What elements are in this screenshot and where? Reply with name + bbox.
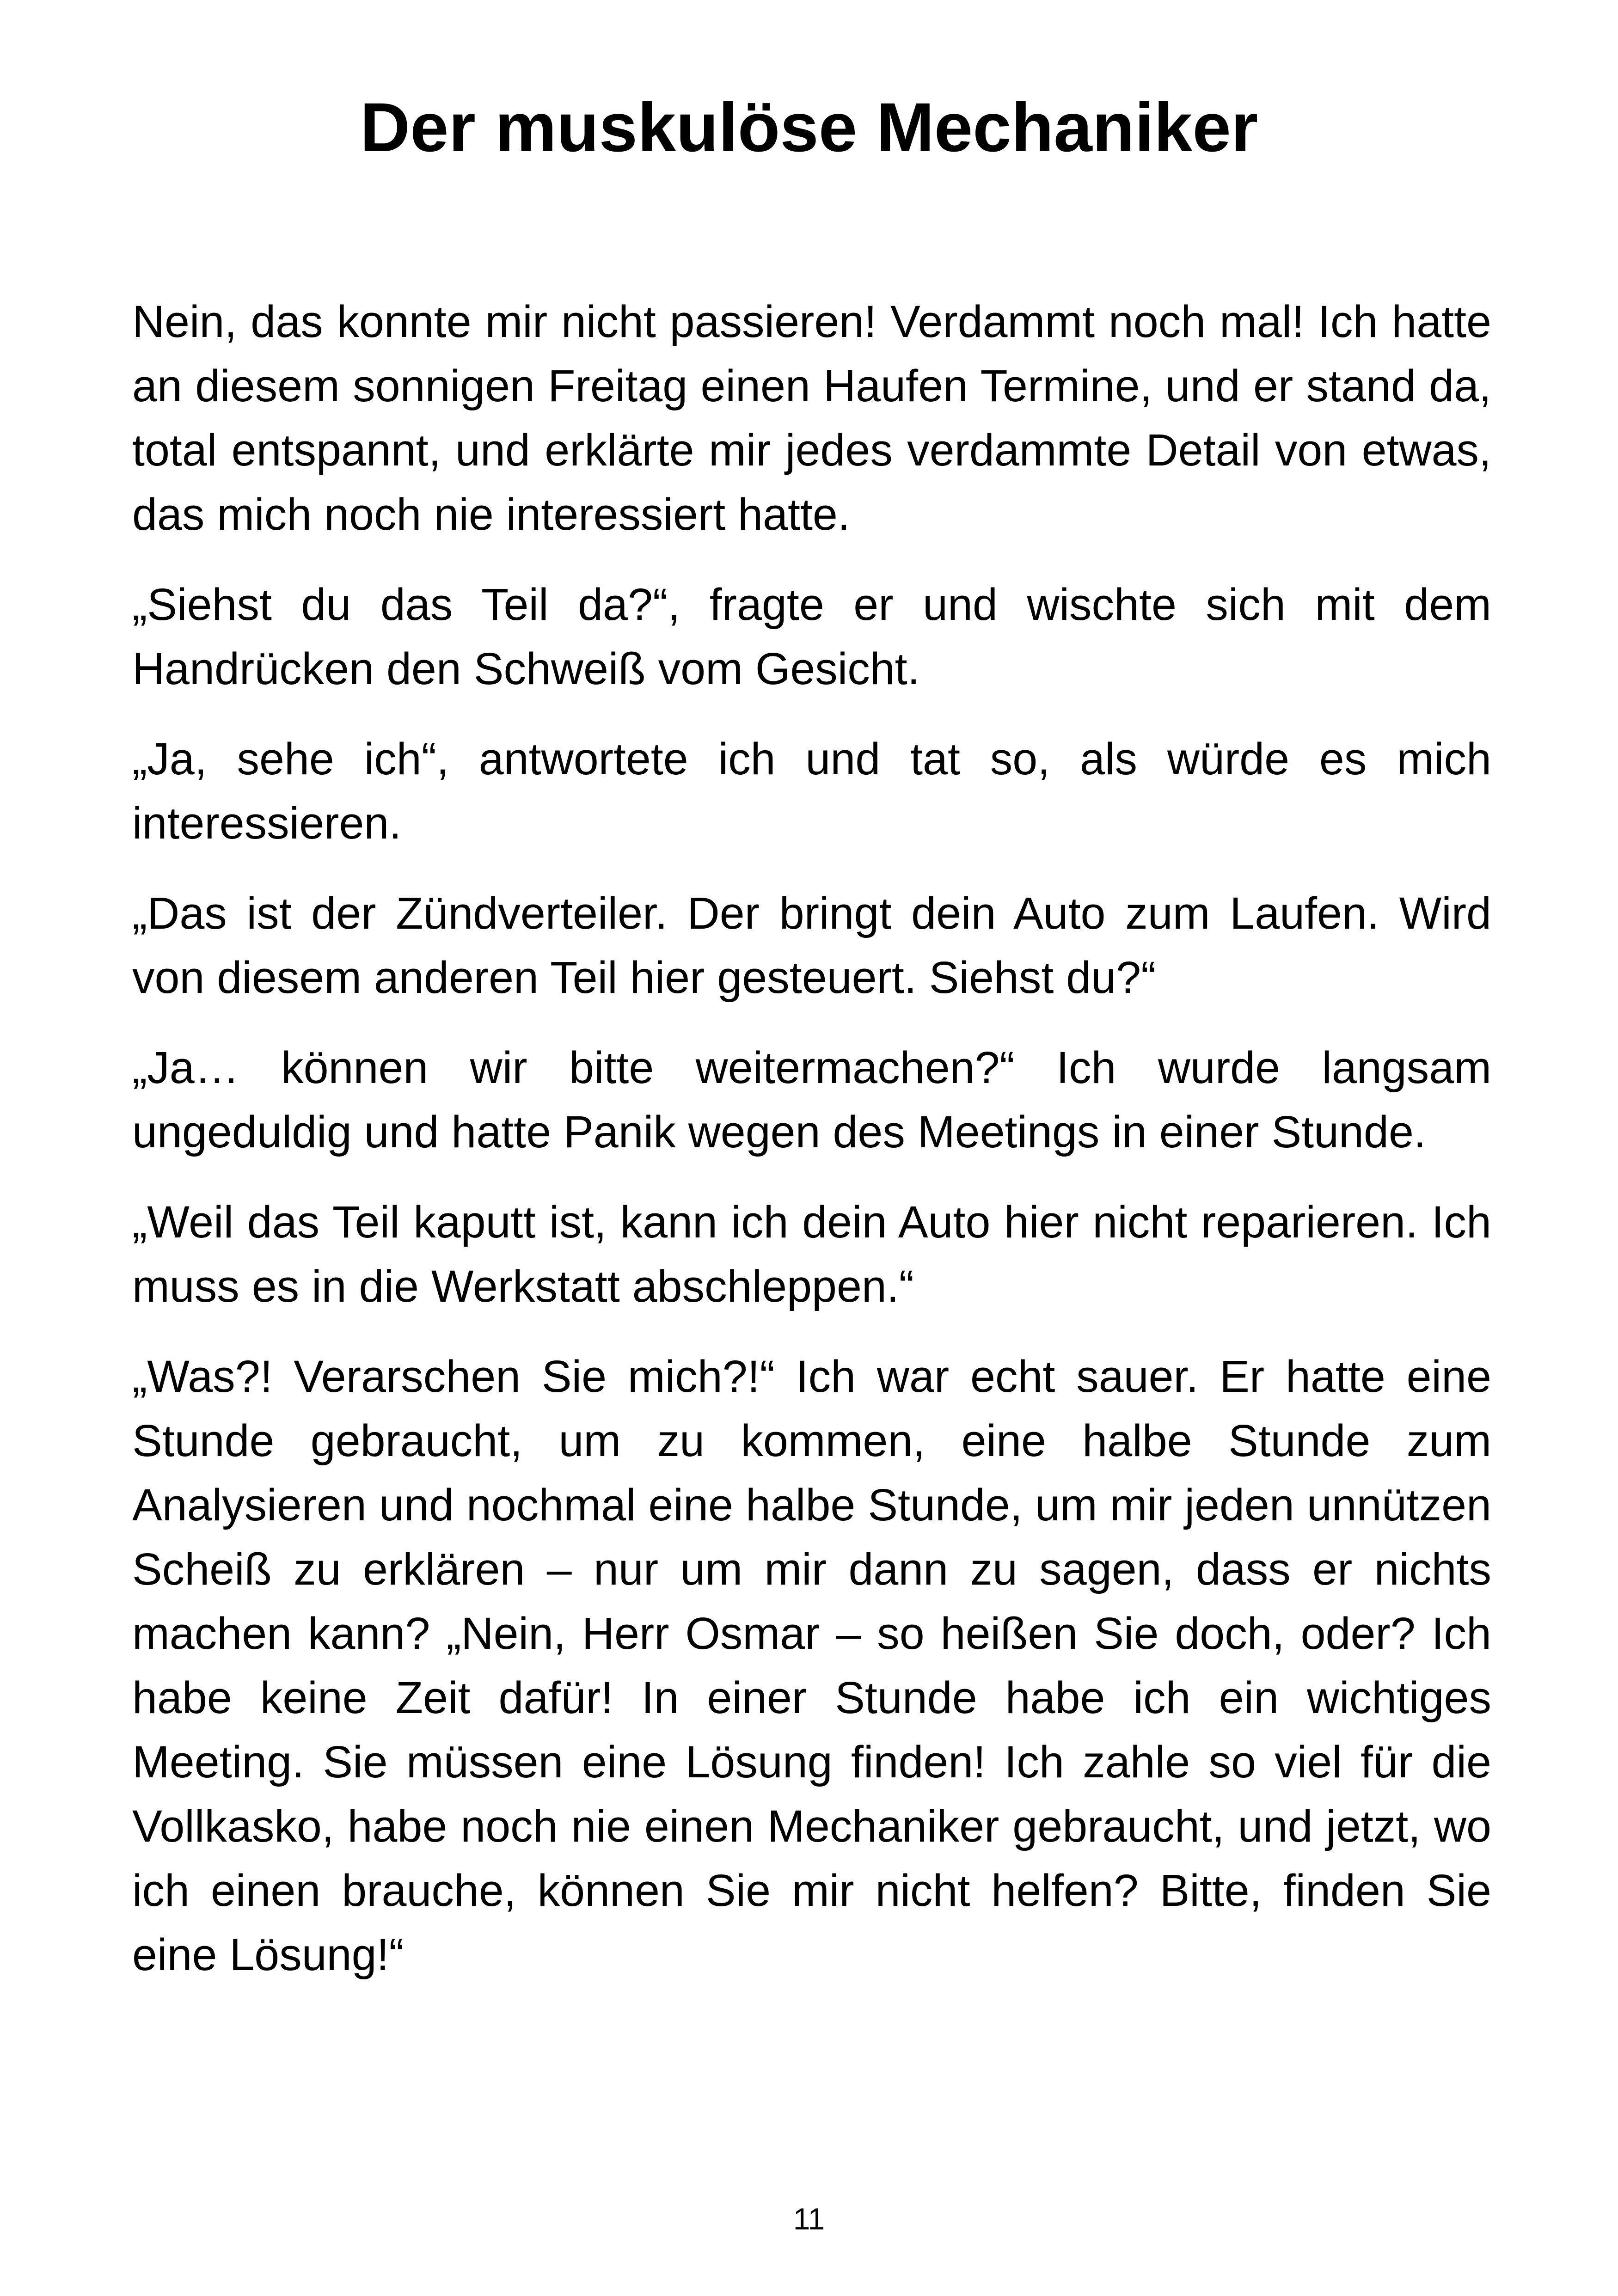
paragraph-4: „Das ist der Zündverteiler. Der bringt dein Auto zum Laufen. Wird von diesem anderen Teil hier gesteuert. Siehst du?“ [132,888,1491,1003]
paragraph-2: „Siehst du das Teil da?“, fragte er und wischte sich mit dem Handrücken den Schweiß vom Gesicht. [132,579,1491,694]
paragraph-3: „Ja, sehe ich“, antwortete ich und tat so, als würde es mich interessieren. [132,734,1491,848]
page-number: 11 [793,2202,825,2236]
paragraph-5: „Ja… können wir bitte weitermachen?“ Ich wurde langsam ungeduldig und hatte Panik wegen des Meetings in einer Stunde. [132,1042,1491,1157]
body-text [132,289,1491,2013]
chapter-title: Der muskulöse Mechaniker [360,88,1258,166]
paragraph-7: „Was?! Verarschen Sie mich?!“ Ich war echt sauer. Er hatte eine Stunde gebraucht, um zu kommen, eine halbe Stunde zum Analysieren und nochmal eine halbe Stunde, um mir jeden unnützen Scheiß zu erklären – nur um mir dann zu sagen, dass er nichts machen kann? „Nein, Herr Osmar – so heißen Sie doch, oder? Ich habe keine Zeit dafür! In einer Stunde habe ich ein wichtiges Meeting. Sie müssen eine Lösung finden! Ich zahle so viel für die Vollkasko, habe noch nie einen Mechaniker gebraucht, und jetzt, wo ich einen brauche, können Sie mir nicht helfen? Bitte, finden Sie eine Lösung!“ [132,1351,1491,1980]
paragraph-1: Nein, das konnte mir nicht passieren! Verdammt noch mal! Ich hatte an diesem sonnigen Freitag einen Haufen Termine, und er stand da, total entspannt, und erklärte mir jedes verdammte Detail von etwas, das mich noch nie interessiert hatte. [132,296,1491,539]
paragraph-6: „Weil das Teil kaputt ist, kann ich dein Auto hier nicht reparieren. Ich muss es in die Werkstatt abschleppen.“ [132,1197,1491,1311]
